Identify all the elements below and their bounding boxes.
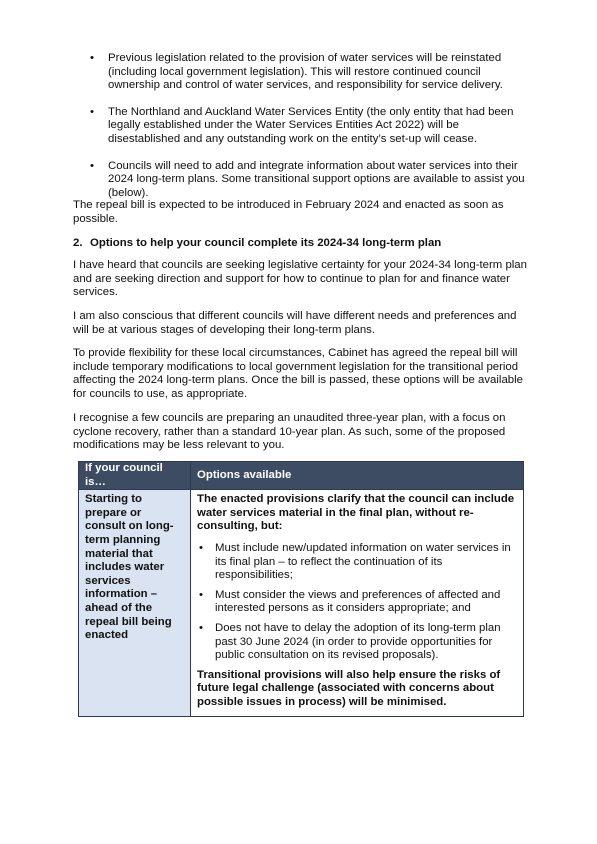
list-item (197, 622, 517, 663)
bullet-glyph: • (90, 52, 94, 64)
paragraph-repeal: The repeal bill is expected to be introduced in February 2024 and enacted as soon as possible. (73, 199, 504, 225)
top-bullet-list (88, 52, 528, 213)
bullet-glyph: • (90, 105, 94, 118)
bullet-text: Councils will need to add and integrate information about water services into their 2024 long-term plans. Some transitional support options are available to assist you (below). (108, 159, 525, 199)
options-bullet-list (197, 542, 517, 663)
bullet-text: Does not have to delay the adoption of its long-term plan past 30 June 2024 (in order to provide opportunities for public consultation on its revised proposals). (215, 621, 501, 662)
list-item (88, 106, 528, 147)
paragraph-heard: I have heard that councils are seeking legislative certainty for your 2024-34 long-term plan and are seeking direction and support for how to continue to plan for and finance water services. (73, 259, 527, 299)
paragraph-conscious: I am also conscious that different councils will have different needs and preferences and will be at various stages of developing their long-term plans. (73, 310, 517, 336)
options-table (78, 461, 524, 717)
table-header-row (79, 462, 524, 490)
bullet-text: The Northland and Auckland Water Services Entity (the only entity that had been legally established under the Water Services Entities Act 2022) will be disestablished and any outstanding work on the entity’s set-up will cease. (108, 105, 514, 145)
section-heading (73, 237, 533, 251)
bullet-text: Must consider the views and preferences of affected and interested persons as it considers appropriate; and (215, 588, 501, 615)
column-header-situation: If your council is… (79, 462, 191, 490)
list-item (197, 589, 517, 616)
paragraph-flexibility: To provide flexibility for these local circumstances, Cabinet has agreed the repeal bill will include temporary modifications to local government legislation for the transitional period affecting the 2024 long-term plans. Once the bill is passed, these options will be available for councils to use, as appropriate. (73, 347, 523, 400)
section-number: 2. (73, 237, 83, 249)
bullet-text: Must include new/updated information on water services in its final plan – to reflect the continuation of its responsibilities; (215, 541, 511, 582)
bullet-glyph: • (199, 621, 203, 634)
section-title: Options to help your council complete its 2024-34 long-term plan (90, 237, 442, 249)
list-item (88, 52, 528, 93)
options-lead-text: The enacted provisions clarify that the council can include water services material in the final plan, without re-consulting, but: (197, 493, 515, 533)
list-item (88, 160, 528, 201)
situation-cell: Starting to prepare or consult on long-term planning material that includes water services information – ahead of the repeal bill being enacted (79, 490, 191, 716)
bullet-text: Previous legislation related to the provision of water services will be reinstated (including local government legislation). This will restore continued council ownership and control of water services, and responsibility for service delivery. (108, 52, 503, 92)
column-header-options: Options available (191, 462, 524, 490)
options-cell (191, 490, 524, 716)
bullet-glyph: • (199, 541, 203, 554)
paragraph-recognise: I recognise a few councils are preparing an unaudited three-year plan, with a focus on cyclone recovery, rather than a standard 10-year plan. As such, some of the proposed modifications may be less relevant to you. (73, 412, 506, 452)
options-closing-text: Transitional provisions will also help ensure the risks of future legal challenge (associated with concerns about possible issues in process) will be minimised. (197, 668, 501, 708)
bullet-glyph: • (90, 159, 94, 172)
bullet-glyph: • (199, 588, 203, 601)
list-item (197, 542, 517, 583)
table-row (79, 490, 524, 716)
